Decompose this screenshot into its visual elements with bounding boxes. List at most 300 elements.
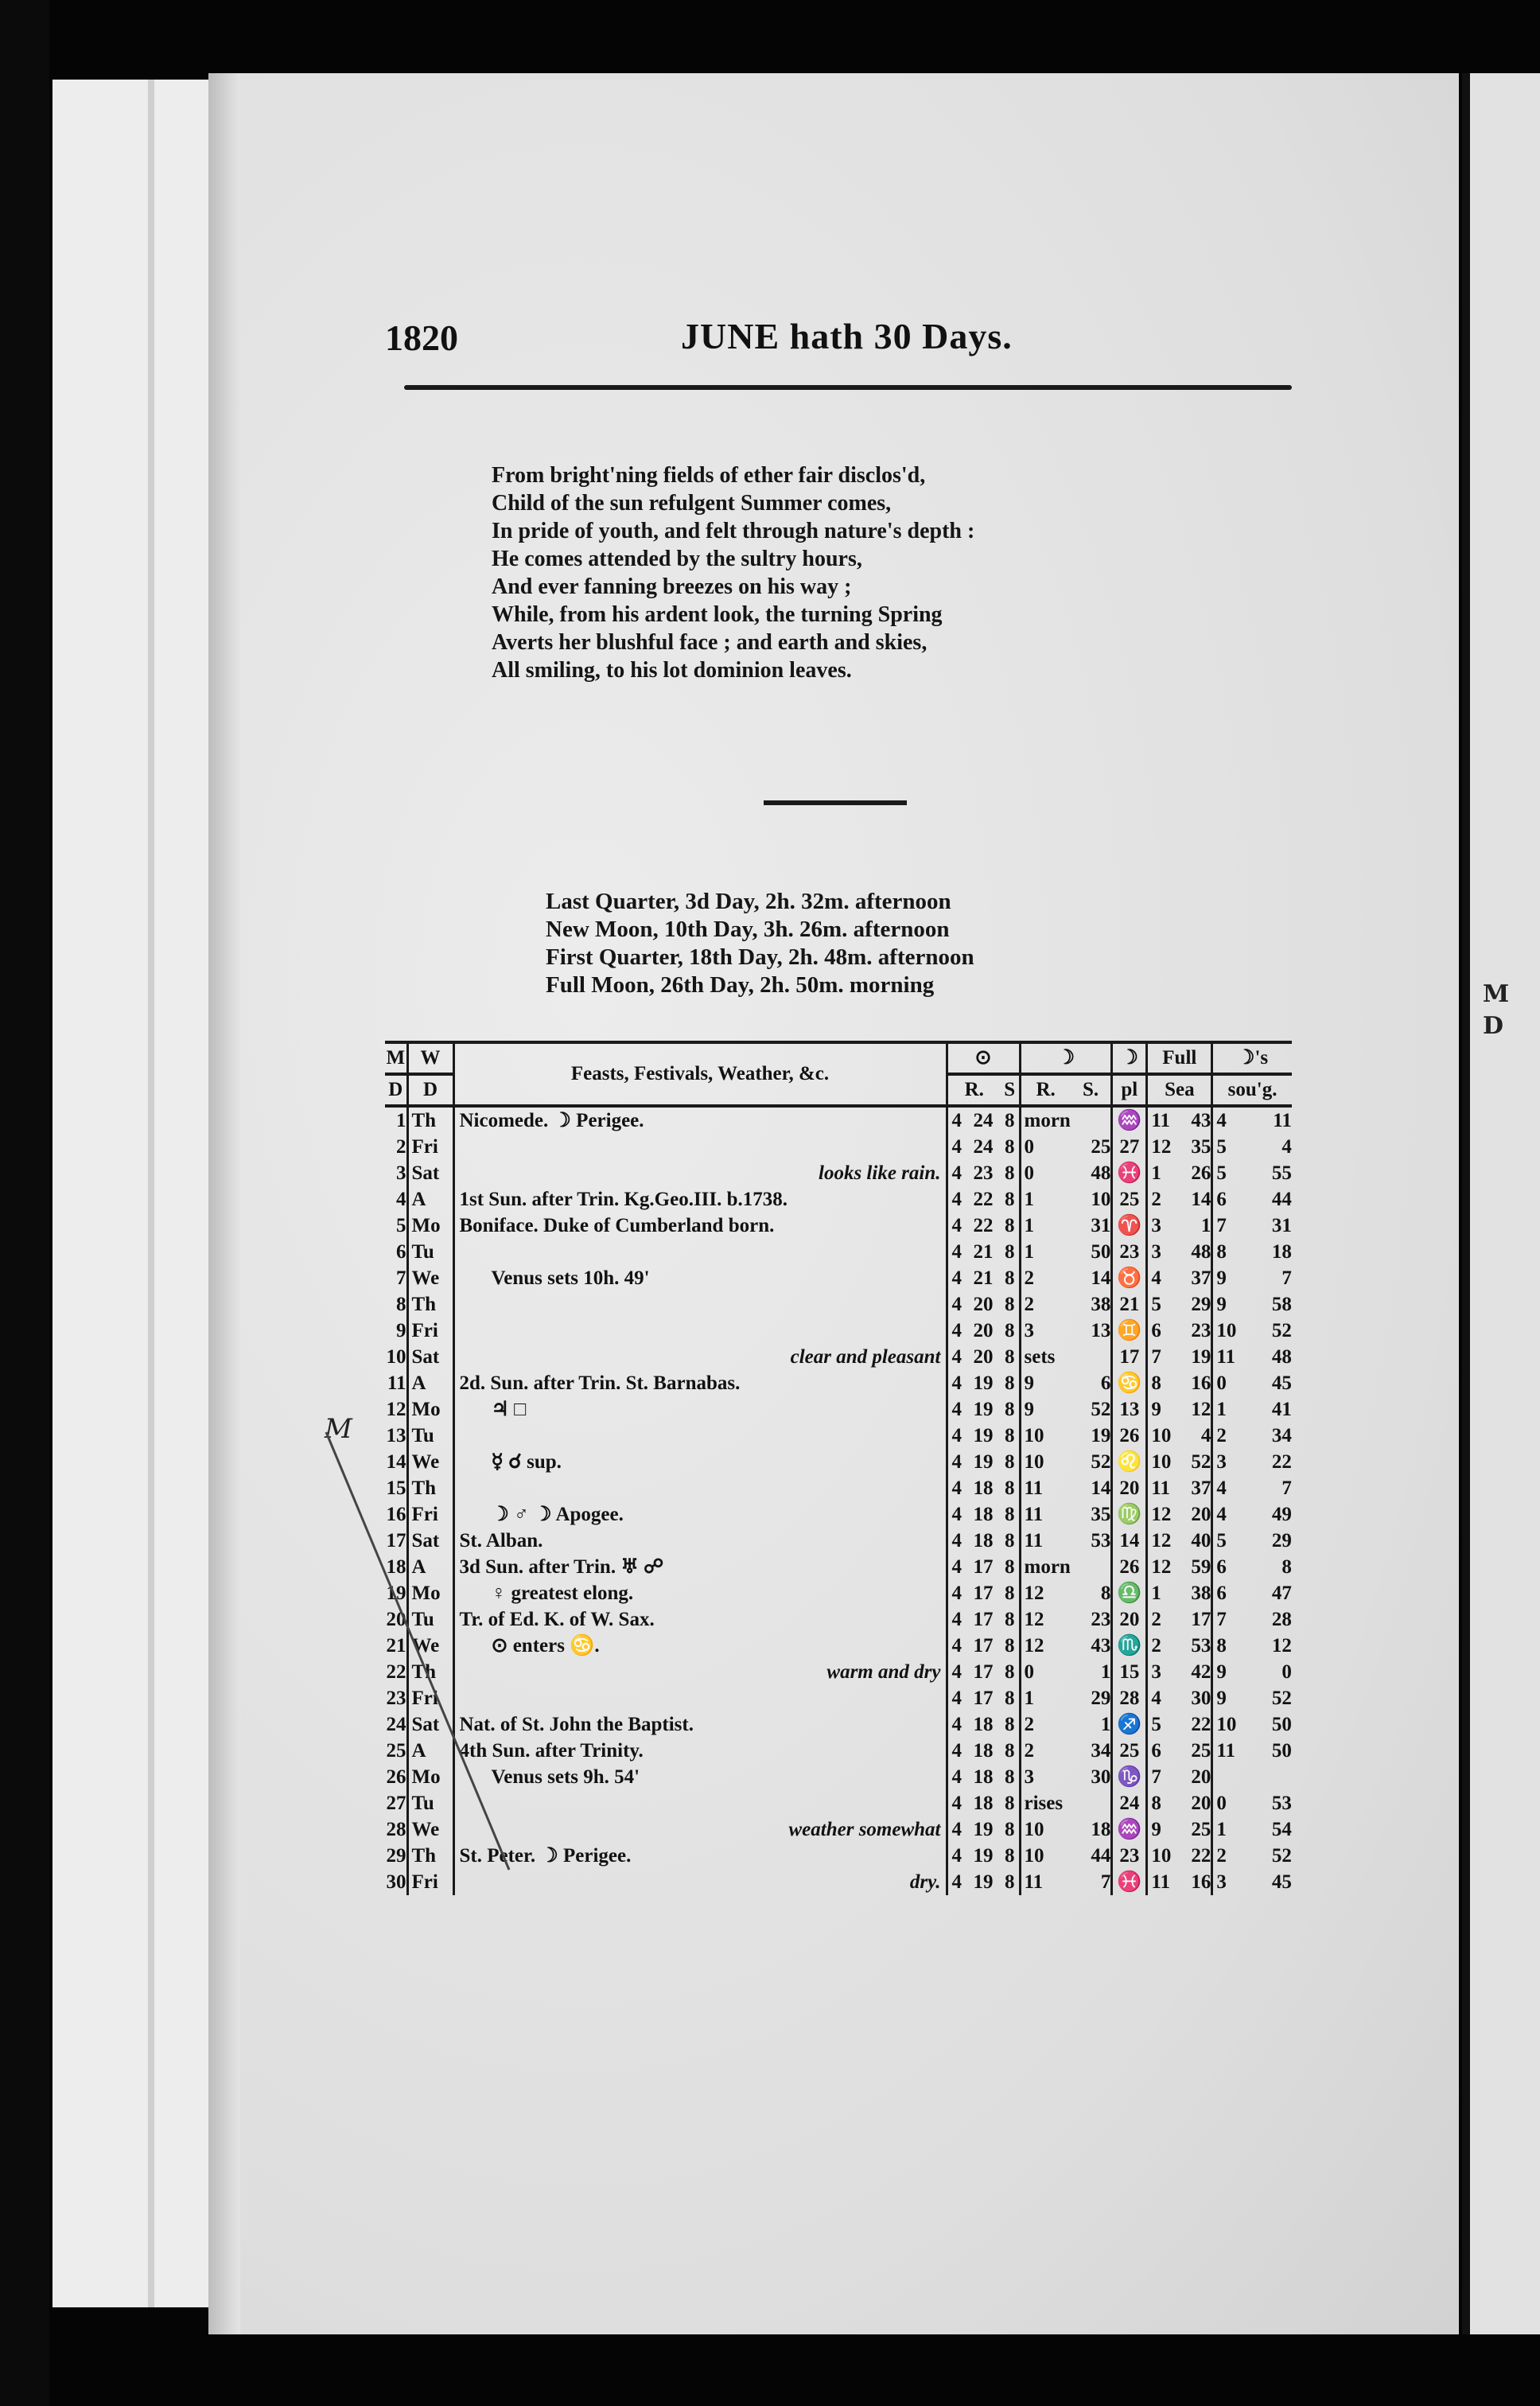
- moon-rise-set-min: 1: [1100, 1661, 1111, 1683]
- moon-south-min: 58: [1271, 1294, 1292, 1315]
- poem-line: He comes attended by the sultry hours,: [492, 547, 862, 571]
- week-day: Th: [407, 1659, 453, 1685]
- sun-set-hour: 8: [1005, 1766, 1015, 1788]
- header-sun-set: S: [1001, 1074, 1020, 1106]
- month-day: 15: [386, 1477, 406, 1499]
- full-sea-hour: 1: [1147, 1160, 1179, 1186]
- poem-line: While, from his ardent look, the turning Spring: [492, 602, 943, 627]
- moon-phase-line: Last Quarter, 3d Day, 2h. 32m. afternoon: [546, 889, 951, 914]
- moon-south-hour: 1: [1212, 1396, 1247, 1423]
- moon-rise-set-hour: 12: [1020, 1606, 1071, 1633]
- moon-rise-set-hour: 0: [1020, 1659, 1071, 1685]
- moon-rise-set-hour: 1: [1020, 1213, 1071, 1239]
- moon-south-min: 34: [1271, 1425, 1292, 1446]
- moon-place: ♊: [1112, 1318, 1147, 1344]
- sun-rise-hour: 4: [947, 1869, 966, 1895]
- moon-rise-set-hour: 1: [1020, 1685, 1071, 1711]
- moon-south-min: 49: [1271, 1504, 1292, 1525]
- month-day: 20: [386, 1609, 406, 1630]
- section-divider: [764, 800, 907, 805]
- moon-rise-set-hour: 2: [1020, 1711, 1071, 1738]
- moon-place: 23: [1112, 1239, 1147, 1265]
- month-day: 21: [386, 1635, 406, 1657]
- moon-south-hour: 0: [1212, 1370, 1247, 1396]
- sun-rise-min: 22: [973, 1189, 994, 1210]
- sun-rise-min: 17: [973, 1661, 994, 1683]
- sun-rise-hour: 4: [947, 1633, 966, 1659]
- moon-south-hour: 4: [1212, 1475, 1247, 1501]
- moon-rise-set-hour: morn: [1020, 1106, 1071, 1134]
- moon-south-hour: 3: [1212, 1449, 1247, 1475]
- month-day: 26: [386, 1766, 406, 1788]
- full-sea-min: 4: [1200, 1425, 1211, 1446]
- moon-south-min: 50: [1271, 1714, 1292, 1735]
- moon-south-min: 44: [1271, 1189, 1292, 1210]
- week-day: We: [407, 1816, 453, 1843]
- page-edge-strip: [52, 80, 213, 2307]
- header-rule: [404, 385, 1292, 390]
- poem-line: All smiling, to his lot dominion leaves.: [492, 658, 852, 683]
- moon-south-hour: 0: [1212, 1790, 1247, 1816]
- week-day: Th: [407, 1475, 453, 1501]
- sun-rise-min: 21: [973, 1241, 994, 1263]
- week-day: Fri: [407, 1869, 453, 1895]
- moon-rise-set-min: 35: [1091, 1504, 1111, 1525]
- moon-place: 15: [1112, 1659, 1147, 1685]
- full-sea-hour: 10: [1147, 1843, 1179, 1869]
- full-sea-hour: 12: [1147, 1501, 1179, 1528]
- month-day: 29: [386, 1845, 406, 1867]
- moon-place: ♑: [1112, 1764, 1147, 1790]
- sun-rise-min: 18: [973, 1714, 994, 1735]
- moon-place: 23: [1112, 1843, 1147, 1869]
- moon-place: ♉: [1112, 1265, 1147, 1291]
- month-day: 22: [386, 1661, 406, 1683]
- sun-rise-min: 18: [973, 1766, 994, 1788]
- week-day: We: [407, 1633, 453, 1659]
- full-sea-min: 52: [1191, 1451, 1211, 1473]
- moon-rise-set-hour: 2: [1020, 1265, 1071, 1291]
- sun-rise-hour: 4: [947, 1318, 966, 1344]
- moon-rise-set-min: 29: [1091, 1688, 1111, 1709]
- moon-place: 26: [1112, 1423, 1147, 1449]
- moon-rise-set-hour: sets: [1020, 1344, 1071, 1370]
- moon-rise-set-min: 53: [1091, 1530, 1111, 1551]
- sun-rise-min: 19: [973, 1372, 994, 1394]
- table-row: [385, 1265, 1292, 1291]
- sun-set-hour: 8: [1005, 1477, 1015, 1499]
- full-sea-hour: 3: [1147, 1213, 1179, 1239]
- moon-rise-set-min: 48: [1091, 1162, 1111, 1184]
- sun-rise-min: 19: [973, 1845, 994, 1867]
- moon-place: 17: [1112, 1344, 1147, 1370]
- month-day: 14: [386, 1451, 406, 1473]
- moon-south-min: 48: [1271, 1346, 1292, 1368]
- moon-rise-set-hour: 9: [1020, 1396, 1071, 1423]
- feast-text: St. Alban.: [453, 1528, 947, 1554]
- sun-rise-hour: 4: [947, 1738, 966, 1764]
- full-sea-hour: 5: [1147, 1291, 1179, 1318]
- month-day: 24: [386, 1714, 406, 1735]
- moon-place: 28: [1112, 1685, 1147, 1711]
- full-sea-hour: 8: [1147, 1790, 1179, 1816]
- moon-south-hour: [1212, 1764, 1247, 1790]
- moon-south-min: 41: [1271, 1399, 1292, 1420]
- moon-rise-set-min: 50: [1091, 1241, 1111, 1263]
- full-sea-min: 14: [1191, 1189, 1211, 1210]
- moon-rise-set-hour: 12: [1020, 1633, 1071, 1659]
- full-sea-min: 17: [1191, 1609, 1211, 1630]
- header-md-sub: D: [385, 1074, 407, 1106]
- moon-place: 21: [1112, 1291, 1147, 1318]
- sun-rise-min: 17: [973, 1609, 994, 1630]
- sun-rise-hour: 4: [947, 1501, 966, 1528]
- feast-text: warm and dry: [453, 1659, 947, 1685]
- week-day: Mo: [407, 1396, 453, 1423]
- moon-rise-set-min: 44: [1091, 1845, 1111, 1867]
- sun-set-hour: 8: [1005, 1294, 1015, 1315]
- sun-rise-hour: 4: [947, 1606, 966, 1633]
- table-row: [385, 1318, 1292, 1344]
- moon-rise-set-hour: 0: [1020, 1160, 1071, 1186]
- table-row: [385, 1213, 1292, 1239]
- moon-rise-set-hour: 9: [1020, 1370, 1071, 1396]
- moon-rise-set-min: 30: [1091, 1766, 1111, 1788]
- full-sea-hour: 6: [1147, 1738, 1179, 1764]
- full-sea-min: 22: [1191, 1714, 1211, 1735]
- feast-text: 2d. Sun. after Trin. St. Barnabas.: [453, 1370, 947, 1396]
- poem-line: And ever fanning breezes on his way ;: [492, 574, 852, 599]
- moon-rise-set-hour: 11: [1020, 1528, 1071, 1554]
- full-sea-min: 20: [1191, 1504, 1211, 1525]
- sun-set-hour: 8: [1005, 1556, 1015, 1578]
- moon-south-min: 50: [1271, 1740, 1292, 1762]
- moon-place: 25: [1112, 1186, 1147, 1213]
- week-day: Tu: [407, 1423, 453, 1449]
- moon-south-hour: 7: [1212, 1606, 1247, 1633]
- month-day: 27: [386, 1793, 406, 1814]
- sun-rise-hour: 4: [947, 1370, 966, 1396]
- month-day: 30: [386, 1871, 406, 1893]
- month-day: 18: [386, 1556, 406, 1578]
- poem-line: Child of the sun refulgent Summer comes,: [492, 491, 892, 516]
- moon-place: ♏: [1112, 1633, 1147, 1659]
- moon-south-hour: 11: [1212, 1344, 1247, 1370]
- full-sea-min: 53: [1191, 1635, 1211, 1657]
- moon-place: ♎: [1112, 1580, 1147, 1606]
- feast-text: Nat. of St. John the Baptist.: [453, 1711, 947, 1738]
- sun-set-hour: 8: [1005, 1320, 1015, 1341]
- sun-set-hour: 8: [1005, 1425, 1015, 1446]
- moon-place: 20: [1112, 1606, 1147, 1633]
- month-day: 16: [386, 1504, 406, 1525]
- moon-rise-set-hour: 10: [1020, 1816, 1071, 1843]
- moon-south-min: 52: [1271, 1845, 1292, 1867]
- moon-rise-set-min: 7: [1100, 1871, 1111, 1893]
- sun-rise-min: 17: [973, 1583, 994, 1604]
- week-day: Th: [407, 1106, 453, 1134]
- moon-south-hour: 5: [1212, 1528, 1247, 1554]
- month-day: 28: [386, 1819, 406, 1840]
- feast-text: ♃ □: [453, 1396, 947, 1423]
- full-sea-hour: 3: [1147, 1239, 1179, 1265]
- month-day: 3: [396, 1162, 406, 1184]
- full-sea-min: 48: [1191, 1241, 1211, 1263]
- sun-set-hour: 8: [1005, 1609, 1015, 1630]
- feast-text: [453, 1134, 947, 1160]
- moon-south-min: 11: [1273, 1110, 1292, 1131]
- header-moon-set: S.: [1071, 1074, 1112, 1106]
- page-year: 1820: [385, 317, 458, 358]
- month-day: 1: [396, 1110, 406, 1131]
- moon-place: 27: [1112, 1134, 1147, 1160]
- sun-rise-hour: 4: [947, 1449, 966, 1475]
- moon-south-hour: 10: [1212, 1711, 1247, 1738]
- moon-rise-set-hour: 2: [1020, 1738, 1071, 1764]
- moon-south-min: 55: [1271, 1162, 1292, 1184]
- sun-rise-min: 19: [973, 1451, 994, 1473]
- full-sea-min: 25: [1191, 1740, 1211, 1762]
- sun-set-hour: 8: [1005, 1661, 1015, 1683]
- header-full-sea-sub: Sea: [1147, 1074, 1212, 1106]
- moon-south-min: 45: [1271, 1871, 1292, 1893]
- full-sea-hour: 12: [1147, 1134, 1179, 1160]
- moon-south-hour: 6: [1212, 1554, 1247, 1580]
- page-title: JUNE hath 30 Days.: [681, 316, 1013, 356]
- full-sea-hour: 11: [1147, 1106, 1179, 1134]
- feast-text: Nicomede. ☽ Perigee.: [453, 1106, 947, 1134]
- moon-rise-set-min: 23: [1091, 1609, 1111, 1630]
- full-sea-min: 25: [1191, 1819, 1211, 1840]
- sun-set-hour: 8: [1005, 1793, 1015, 1814]
- moon-rise-set-min: 34: [1091, 1740, 1111, 1762]
- sun-set-hour: 8: [1005, 1215, 1015, 1236]
- month-day: 19: [386, 1583, 406, 1604]
- header-moon-south: ☽'s: [1212, 1042, 1292, 1074]
- moon-south-hour: 4: [1212, 1106, 1247, 1134]
- month-day: 13: [386, 1425, 406, 1446]
- moon-rise-set-min: 43: [1091, 1635, 1111, 1657]
- week-day: We: [407, 1449, 453, 1475]
- sun-rise-min: 19: [973, 1425, 994, 1446]
- week-day: A: [407, 1186, 453, 1213]
- full-sea-min: 26: [1191, 1162, 1211, 1184]
- moon-rise-set-hour: 11: [1020, 1475, 1071, 1501]
- week-day: Fri: [407, 1501, 453, 1528]
- full-sea-min: 12: [1191, 1399, 1211, 1420]
- moon-south-min: 4: [1281, 1136, 1292, 1158]
- moon-rise-set-hour: 10: [1020, 1449, 1071, 1475]
- moon-south-min: 7: [1281, 1477, 1292, 1499]
- header-sun-rise: R.: [947, 1074, 1001, 1106]
- feast-text: weather somewhat: [453, 1816, 947, 1843]
- header-moon-rise: R.: [1020, 1074, 1071, 1106]
- sun-rise-hour: 4: [947, 1475, 966, 1501]
- moon-south-min: 8: [1281, 1556, 1292, 1578]
- feast-text: ☽ ♂ ☽ Apogee.: [453, 1501, 947, 1528]
- strip-line: [148, 80, 154, 2307]
- sun-rise-min: 18: [973, 1740, 994, 1762]
- moon-rise-set-hour: 10: [1020, 1423, 1071, 1449]
- sun-rise-hour: 4: [947, 1265, 966, 1291]
- moon-place: 14: [1112, 1528, 1147, 1554]
- moon-rise-set-min: 14: [1091, 1267, 1111, 1289]
- moon-rise-set-hour: 1: [1020, 1186, 1071, 1213]
- sun-rise-min: 17: [973, 1688, 994, 1709]
- table-row: [385, 1134, 1292, 1160]
- moon-place: 26: [1112, 1554, 1147, 1580]
- moon-south-min: 31: [1271, 1215, 1292, 1236]
- sun-rise-min: 20: [973, 1346, 994, 1368]
- moon-phase-line: Full Moon, 26th Day, 2h. 50m. morning: [546, 972, 935, 998]
- full-sea-min: 35: [1191, 1136, 1211, 1158]
- feast-text: 3d Sun. after Trin. ♅ ☍: [453, 1554, 947, 1580]
- full-sea-hour: 7: [1147, 1764, 1179, 1790]
- moon-south-hour: 9: [1212, 1291, 1247, 1318]
- table-row: [385, 1344, 1292, 1370]
- sun-set-hour: 8: [1005, 1451, 1015, 1473]
- moon-rise-set-hour: 3: [1020, 1318, 1071, 1344]
- feast-text: ♀ greatest elong.: [453, 1580, 947, 1606]
- sun-set-hour: 8: [1005, 1162, 1015, 1184]
- table-row: [385, 1239, 1292, 1265]
- full-sea-min: 29: [1191, 1294, 1211, 1315]
- moon-place: 24: [1112, 1790, 1147, 1816]
- sun-rise-hour: 4: [947, 1816, 966, 1843]
- moon-place: ♍: [1112, 1501, 1147, 1528]
- feast-text: [453, 1318, 947, 1344]
- feast-text: clear and pleasant: [453, 1344, 947, 1370]
- moon-south-hour: 9: [1212, 1685, 1247, 1711]
- week-day: Tu: [407, 1790, 453, 1816]
- full-sea-hour: 12: [1147, 1528, 1179, 1554]
- sun-rise-hour: 4: [947, 1685, 966, 1711]
- month-day: 7: [396, 1267, 406, 1289]
- week-day: Mo: [407, 1213, 453, 1239]
- table-row: [385, 1370, 1292, 1396]
- sun-rise-min: 24: [973, 1136, 994, 1158]
- sun-rise-hour: 4: [947, 1554, 966, 1580]
- full-sea-hour: 6: [1147, 1318, 1179, 1344]
- sun-rise-min: 19: [973, 1819, 994, 1840]
- sun-rise-hour: 4: [947, 1528, 966, 1554]
- moon-rise-set-hour: 12: [1020, 1580, 1071, 1606]
- week-day: A: [407, 1554, 453, 1580]
- moon-south-min: 0: [1281, 1661, 1292, 1683]
- sun-rise-hour: 4: [947, 1160, 966, 1186]
- feast-text: Venus sets 10h. 49': [453, 1265, 947, 1291]
- moon-south-hour: 8: [1212, 1239, 1247, 1265]
- sun-rise-min: 18: [973, 1530, 994, 1551]
- sun-rise-hour: 4: [947, 1186, 966, 1213]
- moon-place: ♓: [1112, 1160, 1147, 1186]
- full-sea-min: 22: [1191, 1845, 1211, 1867]
- sun-set-hour: 8: [1005, 1583, 1015, 1604]
- sun-set-hour: 8: [1005, 1688, 1015, 1709]
- sun-rise-hour: 4: [947, 1396, 966, 1423]
- moon-south-hour: 7: [1212, 1213, 1247, 1239]
- moon-rise-set-min: [1071, 1344, 1112, 1370]
- poem-line: In pride of youth, and felt through nature's depth :: [492, 519, 975, 543]
- table-row: [385, 1396, 1292, 1423]
- full-sea-hour: 7: [1147, 1344, 1179, 1370]
- header-md: M: [385, 1042, 407, 1074]
- moon-rise-set-min: [1071, 1106, 1112, 1134]
- header-wd-sub: D: [407, 1074, 453, 1106]
- sun-rise-min: 19: [973, 1871, 994, 1893]
- sun-set-hour: 8: [1005, 1189, 1015, 1210]
- month-day: 17: [386, 1530, 406, 1551]
- table-row: [385, 1291, 1292, 1318]
- full-sea-min: 59: [1191, 1556, 1211, 1578]
- table-row: [385, 1160, 1292, 1186]
- moon-rise-set-min: 52: [1091, 1399, 1111, 1420]
- sun-rise-hour: 4: [947, 1843, 966, 1869]
- header-feasts: Feasts, Festivals, Weather, &c.: [453, 1042, 947, 1106]
- sun-rise-hour: 4: [947, 1790, 966, 1816]
- moon-phase-line: New Moon, 10th Day, 3h. 26m. afternoon: [546, 917, 950, 942]
- full-sea-min: 30: [1191, 1688, 1211, 1709]
- sun-rise-hour: 4: [947, 1580, 966, 1606]
- moon-south-hour: 4: [1212, 1501, 1247, 1528]
- moon-place: ♒: [1112, 1106, 1147, 1134]
- moon-rise-set-min: 19: [1091, 1425, 1111, 1446]
- header-moon-place-sub: pl: [1112, 1074, 1147, 1106]
- moon-south-min: 18: [1271, 1241, 1292, 1263]
- full-sea-hour: 4: [1147, 1265, 1179, 1291]
- page-gutter-shadow: [208, 73, 240, 2334]
- moon-place: ♋: [1112, 1370, 1147, 1396]
- month-day: 6: [396, 1241, 406, 1263]
- scan-border: [0, 0, 49, 2406]
- sun-set-hour: 8: [1005, 1530, 1015, 1551]
- full-sea-hour: 4: [1147, 1685, 1179, 1711]
- moon-rise-set-min: 1: [1100, 1714, 1111, 1735]
- month-day: 5: [396, 1215, 406, 1236]
- moon-phase-line: First Quarter, 18th Day, 2h. 48m. afternoon: [546, 944, 974, 970]
- sun-rise-min: 18: [973, 1477, 994, 1499]
- month-day: 4: [396, 1189, 406, 1210]
- moon-south-hour: 10: [1212, 1318, 1247, 1344]
- full-sea-min: 42: [1191, 1661, 1211, 1683]
- moon-south-hour: 11: [1212, 1738, 1247, 1764]
- moon-south-hour: 9: [1212, 1659, 1247, 1685]
- moon-south-min: 28: [1271, 1609, 1292, 1630]
- week-day: Tu: [407, 1239, 453, 1265]
- sun-rise-hour: 4: [947, 1423, 966, 1449]
- moon-south-min: 52: [1271, 1688, 1292, 1709]
- full-sea-min: 19: [1191, 1346, 1211, 1368]
- week-day: Mo: [407, 1764, 453, 1790]
- moon-place: 13: [1112, 1396, 1147, 1423]
- full-sea-hour: 9: [1147, 1816, 1179, 1843]
- moon-rise-set-hour: morn: [1020, 1554, 1071, 1580]
- moon-rise-set-hour: 2: [1020, 1291, 1071, 1318]
- full-sea-hour: 2: [1147, 1186, 1179, 1213]
- moon-rise-set-hour: 11: [1020, 1501, 1071, 1528]
- sun-rise-min: 22: [973, 1215, 994, 1236]
- full-sea-min: 16: [1191, 1871, 1211, 1893]
- moon-rise-set-hour: 10: [1020, 1843, 1071, 1869]
- week-day: A: [407, 1370, 453, 1396]
- poem: [492, 461, 1208, 684]
- month-day: 25: [386, 1740, 406, 1762]
- sun-set-hour: 8: [1005, 1714, 1015, 1735]
- sun-rise-min: 17: [973, 1635, 994, 1657]
- moon-south-hour: 5: [1212, 1160, 1247, 1186]
- moon-south-min: 7: [1281, 1267, 1292, 1289]
- sun-rise-hour: 4: [947, 1239, 966, 1265]
